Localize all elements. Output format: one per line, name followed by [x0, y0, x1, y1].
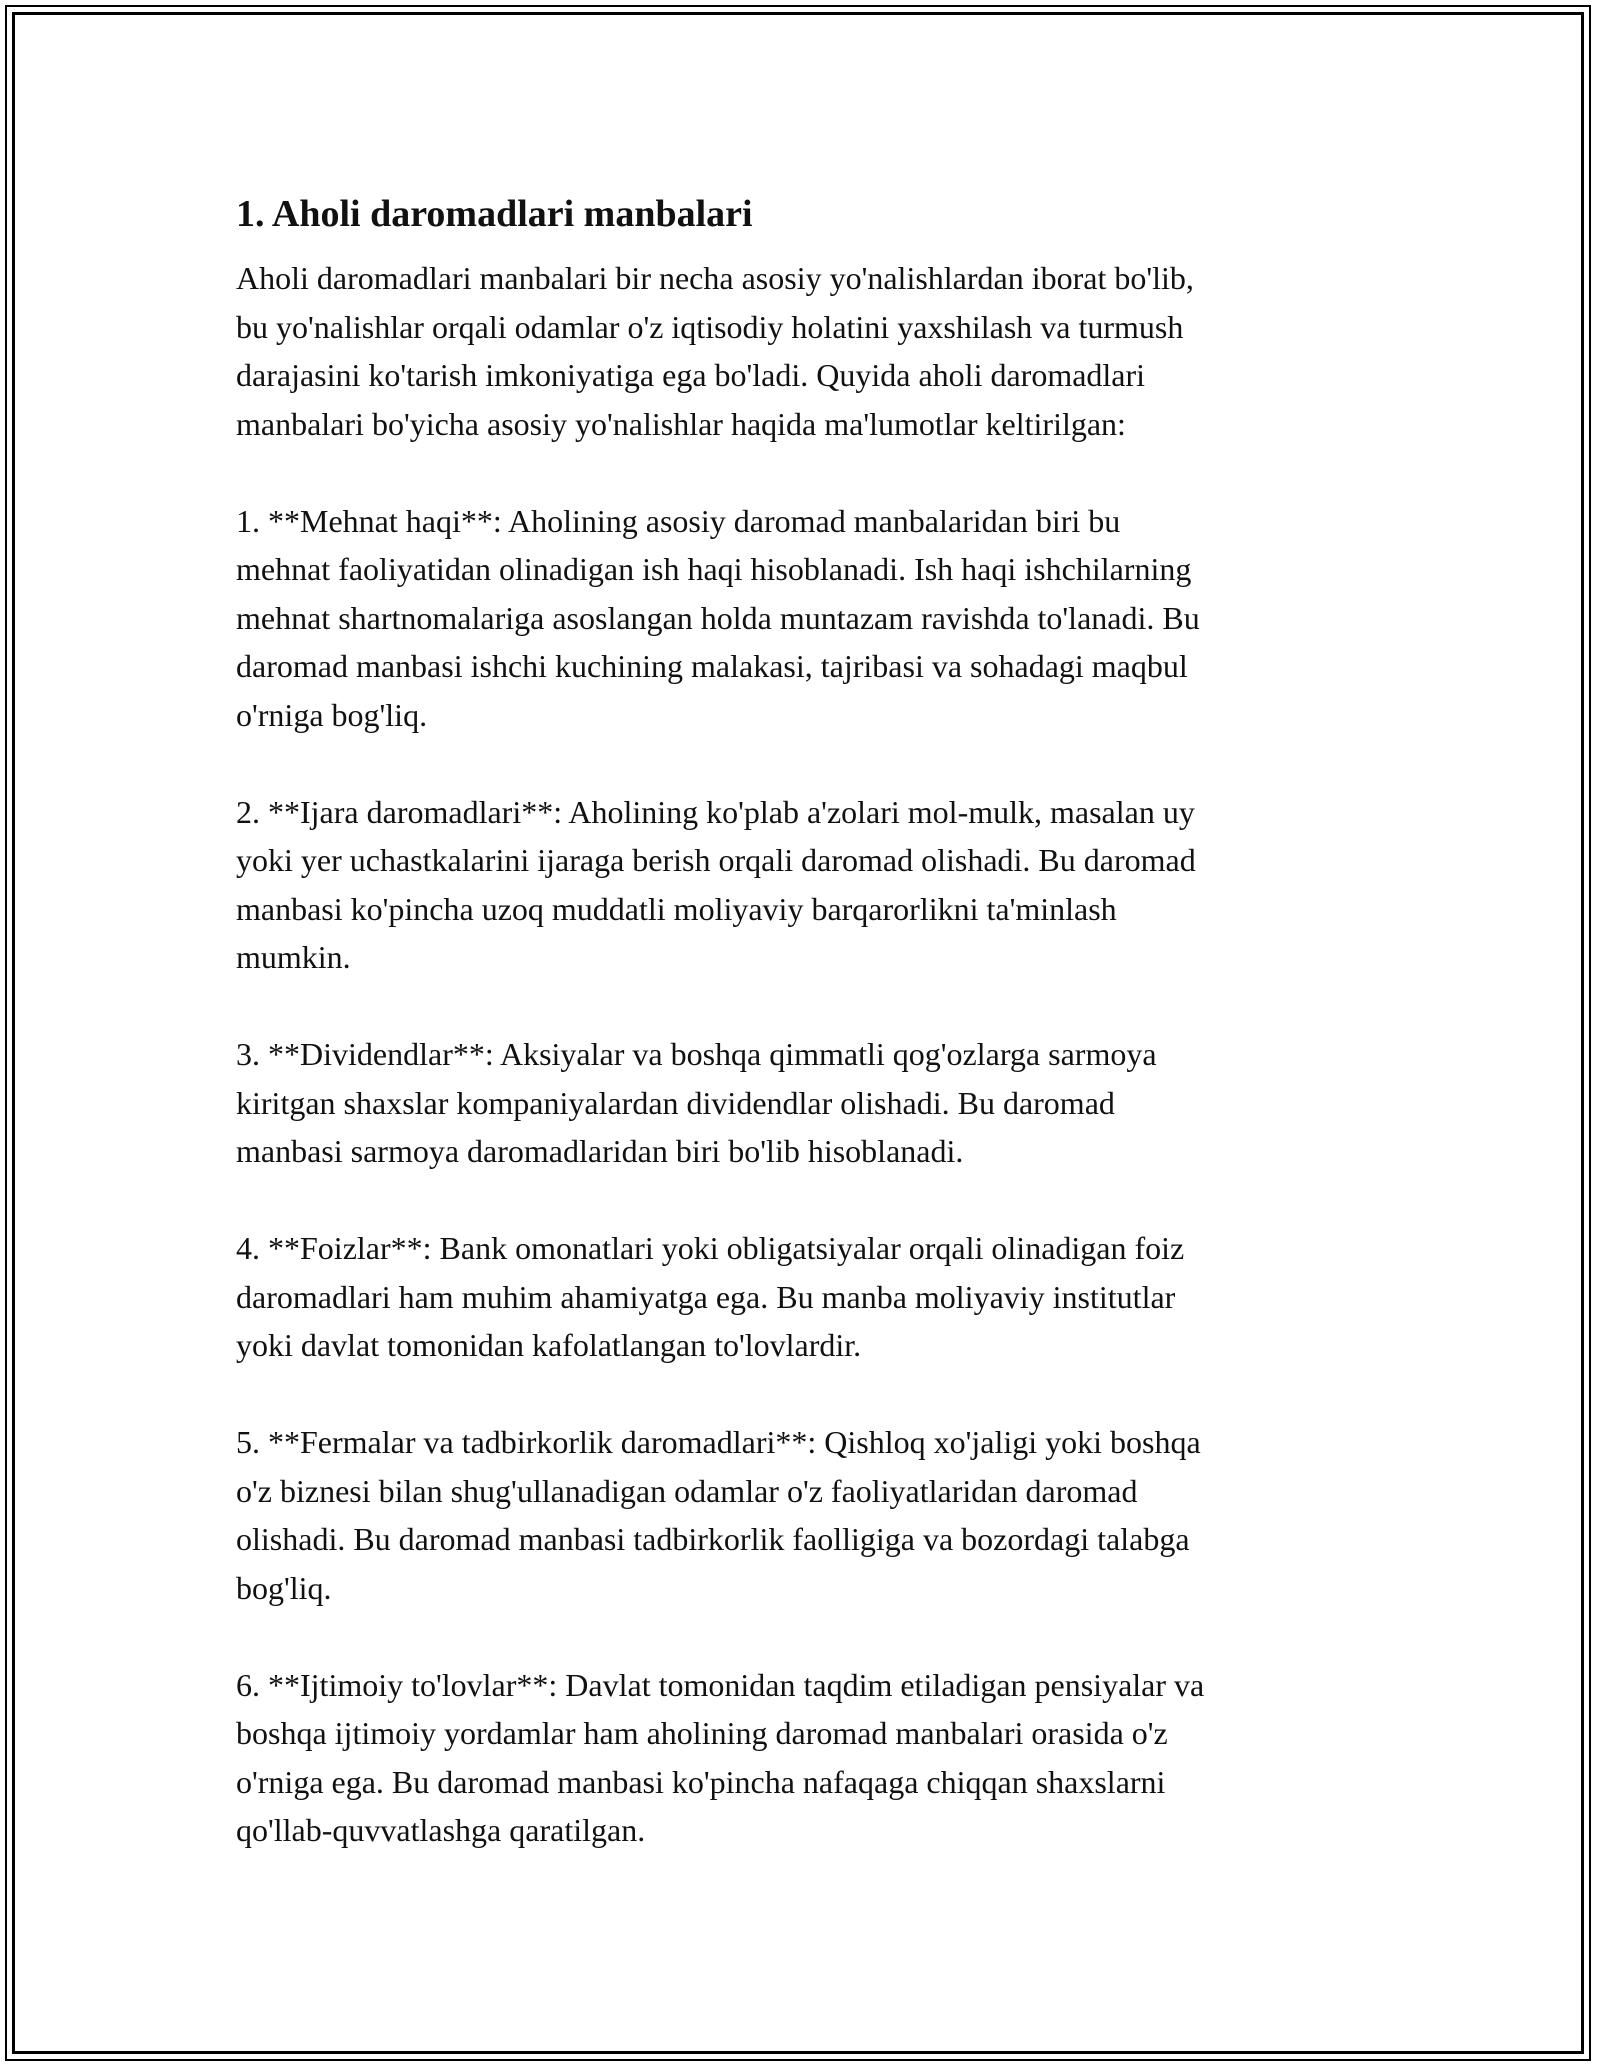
paragraph-dividendlar: 3. **Dividendlar**: Aksiyalar va boshqa qimmatli qog'ozlarga sarmoya kiritgan shaxslar kompaniyalardan dividendlar olishadi. Bu daromad manbasi sarmoya daromadlaridan biri bo'lib hisoblanadi. — [236, 1036, 1157, 1169]
document-title: 1. Aholi daromadlari manbalari — [236, 193, 753, 235]
paragraph-foizlar: 4. **Foizlar**: Bank omonatlari yoki obligatsiyalar orqali olinadigan foiz daromadlari ham muhim ahamiyatga ega. Bu manba moliyaviy institutlar yoki davlat tomonidan kafolatlangan to'lovlardir. — [236, 1230, 1185, 1363]
paragraph-ijtimoiy-tolovlar: 6. **Ijtimoiy to'lovlar**: Davlat tomonidan taqdim etiladigan pensiyalar va boshqa ijtimoiy yordamlar ham aholining daromad manbalari orasida o'z o'rniga ega. Bu daromad manbasi ko'pincha nafaqaga chiqqan shaxslarni qo'llab-quvvatlashga qaratilgan. — [236, 1666, 1205, 1848]
paragraph-fermalar-tadbirkorlik: 5. **Fermalar va tadbirkorlik daromadlari**: Qishloq xo'jaligi yoki boshqa o'z biznesi bilan shug'ullanadigan odamlar o'z faoliyatlaridan daromad olishadi. Bu daromad manbasi tadbirkorlik faolligiga va bozordagi talabga bog'liq. — [236, 1424, 1201, 1606]
intro-paragraph: Aholi daromadlari manbalari bir necha asosiy yo'nalishlardan iborat bo'lib, bu yo'nalishlar orqali odamlar o'z iqtisodiy holatini yaxshilash va turmush darajasini ko'tarish imkoniyatiga ega bo'ladi. Quyida aholi daromadlari manbalari bo'yicha asosiy yo'nalishlar haqida ma'lumotlar keltirilgan: — [236, 260, 1194, 442]
paragraph-mehnat-haqi: 1. **Mehnat haqi**: Aholining asosiy daromad manbalaridan biri bu mehnat faoliyatidan olinadigan ish haqi hisoblanadi. Ish haqi ishchilarning mehnat shartnomalariga asoslangan holda muntazam ravishda to'lanadi. Bu daromad manbasi ishchi kuchining malakasi, tajribasi va sohadagi maqbul o'rniga bog'liq. — [236, 502, 1200, 733]
paragraph-ijara-daromadlari: 2. **Ijara daromadlari**: Aholining ko'plab a'zolari mol-mulk, masalan uy yoki yer uchastkalarini ijaraga berish orqali daromad olishadi. Bu daromad manbasi ko'pincha uzoq muddatli moliyaviy barqarorlikni ta'minlash mumkin. — [236, 793, 1196, 975]
document-body — [236, 190, 1376, 1903]
